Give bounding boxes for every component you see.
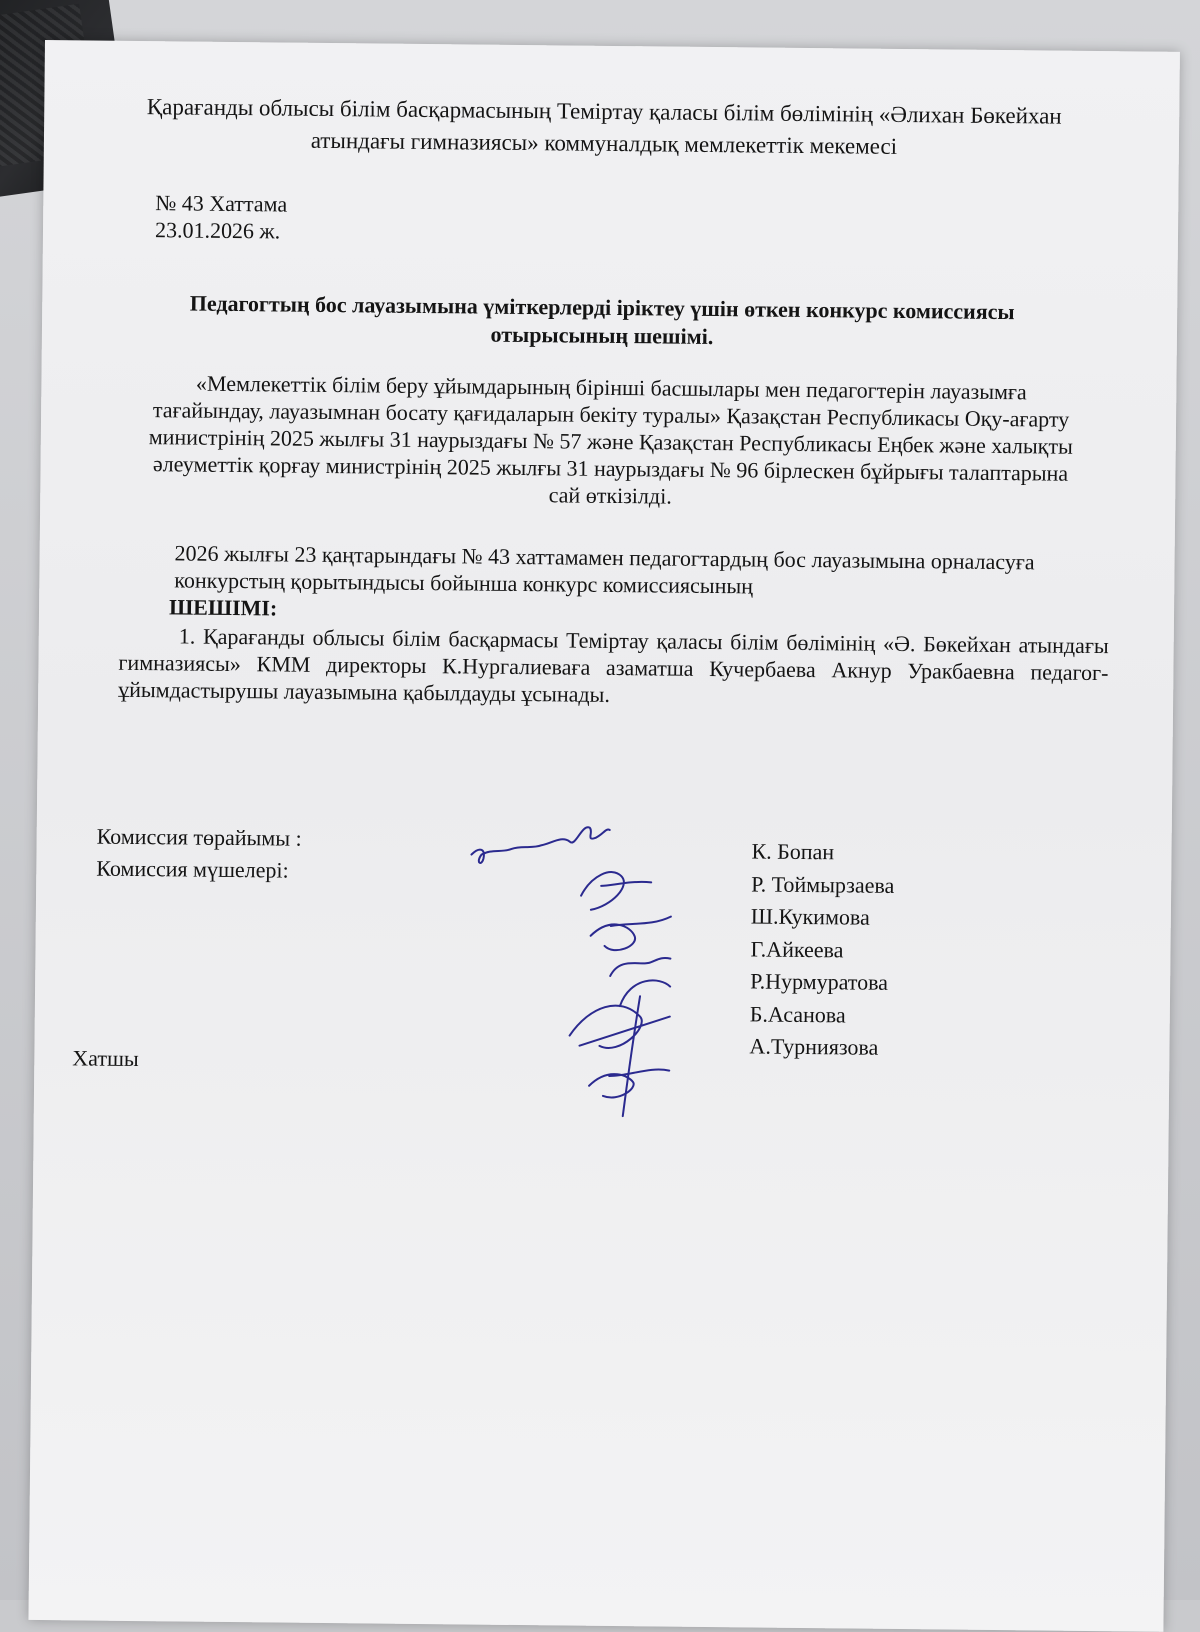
name-member: Р. Тоймырзаева [751,870,895,898]
name-secretary: А.Турниязова [749,1033,879,1060]
document-sheet [28,40,1179,1632]
decision-point: 1. Қарағанды облысы білім басқармасы Теміртау қаласы білім бөлімінің «Ә. Бөкейхан атындағы гимназиясы» КММ директоры К.Нургалиеваға азаматша Кучербаева Акнур Уракбаевна педагог-ұйымдастырушы лауазымына қабылдауды ұсынады. [118,623,1109,707]
protocol-date: 23.01.2026 ж. [154,217,281,244]
members-label: Комиссия мүшелері: [96,855,289,883]
decision-section [118,539,1110,713]
name-member: Ш.Кукимова [750,903,870,930]
decision-intro: 2026 жылғы 23 қаңтарындағы № 43 хаттамамен педагогтардың бос лауазымына орналасуға конкурстың қорытындысы бойынша конкурс комиссиясының [174,540,1035,599]
name-member: Р.Нурмуратова [750,968,889,995]
chair-label: Комиссия төрайымы : [96,823,302,851]
handwritten-signatures [459,824,722,1127]
document-header: Қарағанды облысы білім басқармасының Теміртау қаласы білім бөлімінің «Әлихан Бөкейхан атындағы гимназиясы» коммуналдық мемлекеттік мекемесі [146,94,1062,159]
secretary-label: Хатшы [72,1045,139,1072]
decision-heading: ШЕШІМІ: [168,594,278,621]
name-member: Б.Асанова [749,1000,846,1027]
protocol-number: № 43 Хаттама [155,190,288,217]
signature-block [72,820,1086,1150]
name-member: Г.Айкеева [750,935,844,962]
intro-paragraph: «Мемлекеттік білім беру ұйымдарының бірінші басшылары мен педагогтерін лауазымға тағайындау, лауазымнан босату қағидаларын бекіту туралы» Қазақстан Республикасы Оқу-ағарту министрінің 2025 жылғы 31 наурыздағы № 57 және Қазақстан Республикасы Еңбек және халықты әлеуметтік қорғау министрінің 2025 жылғы 31 наурыздағы № 96 бірлескен бұйрығы талаптарына сай өткізілді. [148,370,1073,509]
protocol-meta [155,189,287,244]
document-title: Педагогтың бос лауазымына үміткерлерді іріктеу үшін өткен конкурс комиссиясы отырысының шешімі. [189,290,1015,350]
member-names [749,835,894,1064]
roles [96,821,302,887]
name-chair: К. Бопан [751,838,835,865]
